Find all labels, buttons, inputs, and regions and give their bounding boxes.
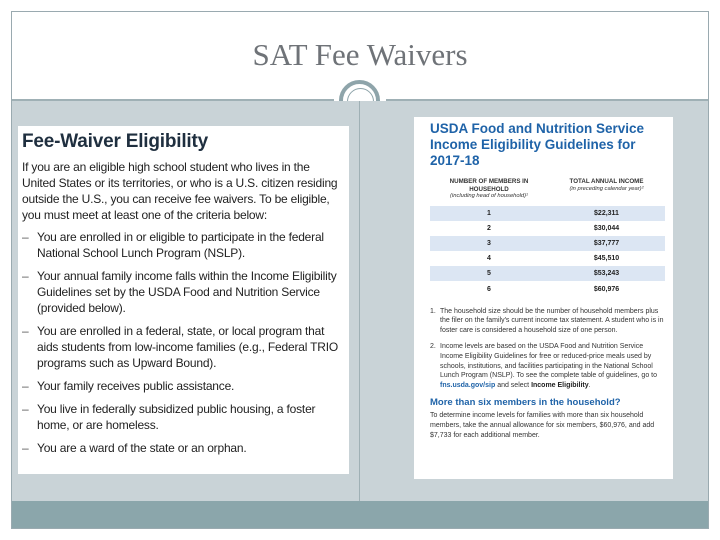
criteria-item: – You live in federally subsidized public housing, a foster home, or are homeless. xyxy=(22,401,346,433)
income-table xyxy=(430,206,665,297)
footer-bar xyxy=(12,501,708,528)
fee-waiver-eligibility-image xyxy=(18,126,349,474)
slide-title: SAT Fee Waivers xyxy=(252,37,468,72)
table-row: 3 $37,777 xyxy=(430,236,665,251)
criteria-item: – You are a ward of the state or an orphan. xyxy=(22,440,346,456)
note-1: 1. The household size should be the number of household members plus the filer on the family's current income tax statement. A student who is in foster care is considered a household size of one person. xyxy=(430,307,664,335)
usda-guidelines-image xyxy=(414,117,673,479)
eligibility-intro: If you are an eligible high school student who lives in the United States or its territories, or who is a U.S. citizen residing outside the U.S., you can receive fee waivers. To be eligible, you must meet at least one of the criteria below: xyxy=(22,160,338,222)
members-column-header: NUMBER OF MEMBERS IN HOUSEHOLD (including head of household)¹ xyxy=(449,178,529,199)
criteria-item: – You are enrolled in a federal, state, or local program that aids students from low-income families (e.g., Federal TRIO programs such as Upward Bound). xyxy=(22,323,346,371)
table-notes xyxy=(430,307,665,391)
eligibility-heading: Fee-Waiver Eligibility xyxy=(22,131,208,152)
table-row: 6 $60,976 xyxy=(487,285,620,293)
table-row: 5 $53,243 xyxy=(430,266,665,281)
criteria-item: – Your family receives public assistance. xyxy=(22,378,346,394)
criteria-item: – Your annual family income falls within the Income Eligibility Guidelines set by the USDA Food and Nutrition Service (provided below). xyxy=(22,268,346,316)
more-members-text: To determine income levels for families with more than six household members, take the annual allowance for six members, $60,976, and add $7,733 for each additional member. xyxy=(430,412,655,439)
fns-link[interactable]: fns.usda.gov/sip xyxy=(440,382,496,390)
table-row: 4 $45,510 xyxy=(487,255,620,263)
more-members-heading: More than six members in the household? xyxy=(430,397,621,408)
criteria-item: – You are enrolled in or eligible to participate in the federal National School Lunch Program (NSLP). xyxy=(22,229,346,261)
income-column-header: TOTAL ANNUAL INCOME (in preceding calendar year)² xyxy=(569,178,644,192)
table-row: 1 $22,311 xyxy=(430,206,665,221)
criteria-list xyxy=(22,229,346,456)
table-row: 2 $30,044 xyxy=(487,224,620,232)
content-divider xyxy=(359,101,360,501)
usda-heading: USDA Food and Nutrition Service Income Eligibility Guidelines for 2017-18 xyxy=(430,121,645,168)
income-table-header xyxy=(430,178,665,201)
note-2: 2. Income levels are based on the USDA Food and Nutrition Service Income Eligibility Guidelines for free or reduced-price meals used by schools, institutions, and facilities participating in the National School Lunch Program (NSLP). To see the complete table of guidelines, go to fns.usda.gov/sip and select Income Eligibility. xyxy=(430,343,657,390)
